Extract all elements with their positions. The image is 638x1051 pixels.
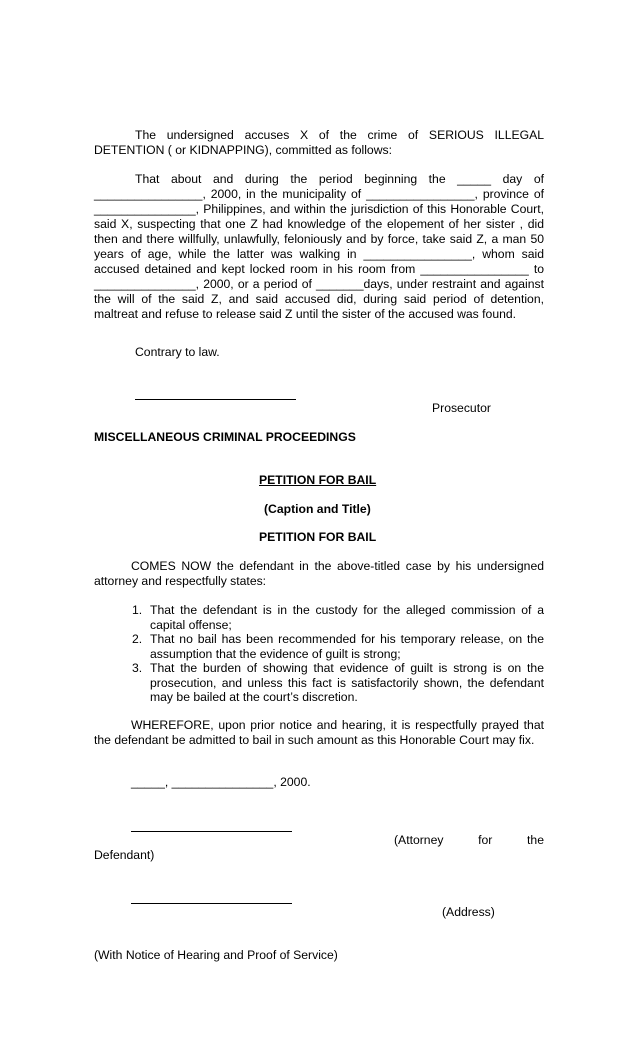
petition-allegations-list (94, 603, 544, 705)
notice-line: (With Notice of Hearing and Proof of Service) (94, 948, 338, 962)
attorney-label-continued: Defendant) (94, 848, 155, 862)
list-item: 2. That no bail has been recommended for his temporary release, on the assumption that the evidence of guilt is strong; (132, 632, 544, 661)
information-body: That about and during the period beginning the _____ day of ________________, 2000, in the municipality of ________________, province of _______________, Philippines, and within the jurisdiction of this Honorable Court, said X, suspecting that one Z had knowledge of the elopement of her sister , did then and there willfully, unlawfully, feloniously and by force, take said Z, a man 50 years of age, while the latter was walking in ________________, whom said accused detained and kept locked room in his room from ________________ to _______________, 2000, or a period of _______days, under restraint and against the will of the said Z, and said accused did, during said period of detention, maltreat and refuse to release said Z until the sister of the accused was found. (94, 172, 544, 321)
petition-caption: (Caption and Title) (264, 502, 371, 516)
attorney-signature-line (131, 831, 292, 832)
list-item: 3. That the burden of showing that evidence of guilt is strong is on the prosecution, and unless this fact is satisfactorily shown, the defendant may be bailed at the court’s discretion. (132, 661, 544, 704)
petition-title: PETITION FOR BAIL (259, 473, 377, 487)
contrary-to-law: Contrary to law. (135, 345, 220, 359)
section-heading: MISCELLANEOUS CRIMINAL PROCEEDINGS (94, 430, 356, 444)
prosecutor-signature-line (135, 399, 296, 400)
prosecutor-label: Prosecutor (432, 401, 491, 415)
address-line (131, 903, 292, 904)
petition-intro: COMES NOW the defendant in the above-titled case by his undersigned attorney and respectfully states: (94, 559, 544, 588)
information-opening: The undersigned accuses X of the crime of SERIOUS ILLEGAL DETENTION ( or KIDNAPPING), committed as follows: (94, 128, 544, 157)
list-item: 1. That the defendant is in the custody for the alleged commission of a capital offense; (132, 603, 544, 632)
petition-prayer: WHEREFORE, upon prior notice and hearing, it is respectfully prayed that the defendant be admitted to bail in such amount as this Honorable Court may fix. (94, 718, 544, 747)
attorney-label: (Attorney for the (394, 833, 544, 847)
date-line: _____, _______________, 2000. (131, 775, 311, 789)
petition-title-repeat: PETITION FOR BAIL (259, 530, 377, 544)
address-label: (Address) (442, 905, 495, 919)
